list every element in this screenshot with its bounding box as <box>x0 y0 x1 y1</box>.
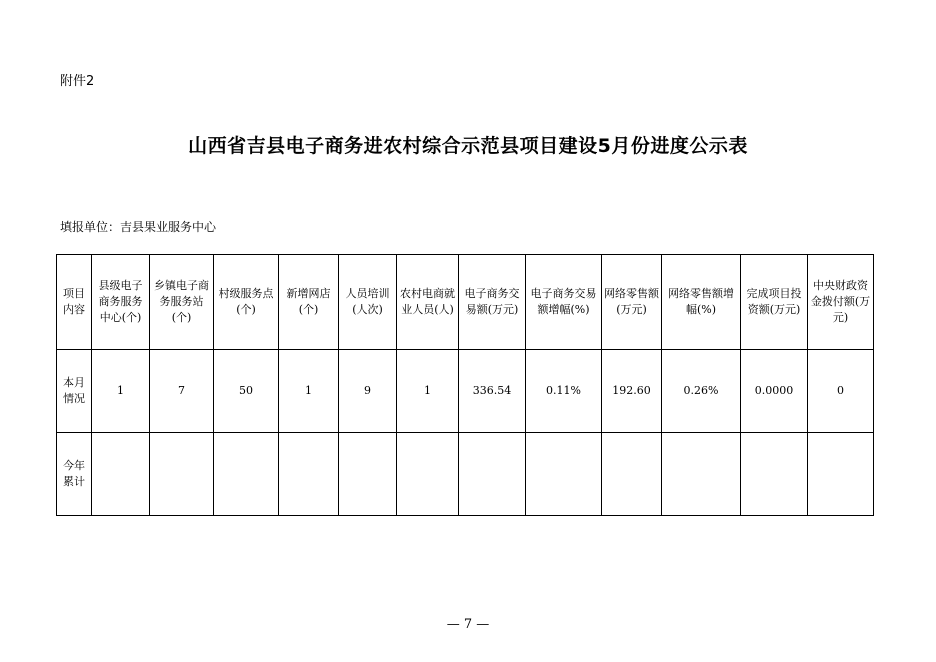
header-cell: 网络零售额增幅(%) <box>662 255 741 350</box>
table-row <box>57 433 874 516</box>
table-cell: 7 <box>150 350 214 433</box>
header-cell: 新增网店(个) <box>279 255 339 350</box>
table-cell: 192.60 <box>602 350 662 433</box>
attachment-label: 附件2 <box>60 74 95 89</box>
table-cell <box>459 433 526 516</box>
table-cell <box>279 433 339 516</box>
header-cell: 中央财政资金拨付额(万元) <box>808 255 874 350</box>
table-cell <box>397 433 459 516</box>
header-cell: 完成项目投资额(万元) <box>741 255 808 350</box>
table-cell: 1 <box>397 350 459 433</box>
table-cell <box>808 433 874 516</box>
header-cell: 电子商务交易额增幅(%) <box>526 255 602 350</box>
header-cell: 乡镇电子商务服务站(个) <box>150 255 214 350</box>
row-label: 本月情况 <box>57 350 92 433</box>
table-cell: 1 <box>92 350 150 433</box>
table-cell: 9 <box>339 350 397 433</box>
table-cell <box>526 433 602 516</box>
header-cell: 网络零售额(万元) <box>602 255 662 350</box>
document-title: 山西省吉县电子商务进农村综合示范县项目建设5月份进度公示表 <box>188 135 748 157</box>
header-cell: 项目内容 <box>57 255 92 350</box>
table-cell <box>602 433 662 516</box>
table-cell <box>92 433 150 516</box>
page-number: — 7 — <box>446 617 490 632</box>
header-cell: 村级服务点(个) <box>214 255 279 350</box>
table-cell: 0.26% <box>662 350 741 433</box>
progress-table <box>56 254 874 516</box>
reporting-unit: 填报单位：吉县果业服务中心 <box>60 220 217 234</box>
table-cell: 0.11% <box>526 350 602 433</box>
table-cell: 0.0000 <box>741 350 808 433</box>
header-cell: 农村电商就业人员(人) <box>397 255 459 350</box>
table-cell <box>214 433 279 516</box>
header-cell: 电子商务交易额(万元) <box>459 255 526 350</box>
header-cell: 县级电子商务服务中心(个) <box>92 255 150 350</box>
table-cell <box>339 433 397 516</box>
table-cell: 1 <box>279 350 339 433</box>
table-cell <box>662 433 741 516</box>
table-row <box>57 350 874 433</box>
header-row <box>57 255 874 350</box>
table-cell: 336.54 <box>459 350 526 433</box>
table-cell: 0 <box>808 350 874 433</box>
table-cell: 50 <box>214 350 279 433</box>
header-cell: 人员培训(人次) <box>339 255 397 350</box>
table-cell <box>150 433 214 516</box>
row-label: 今年累计 <box>57 433 92 516</box>
table-cell <box>741 433 808 516</box>
